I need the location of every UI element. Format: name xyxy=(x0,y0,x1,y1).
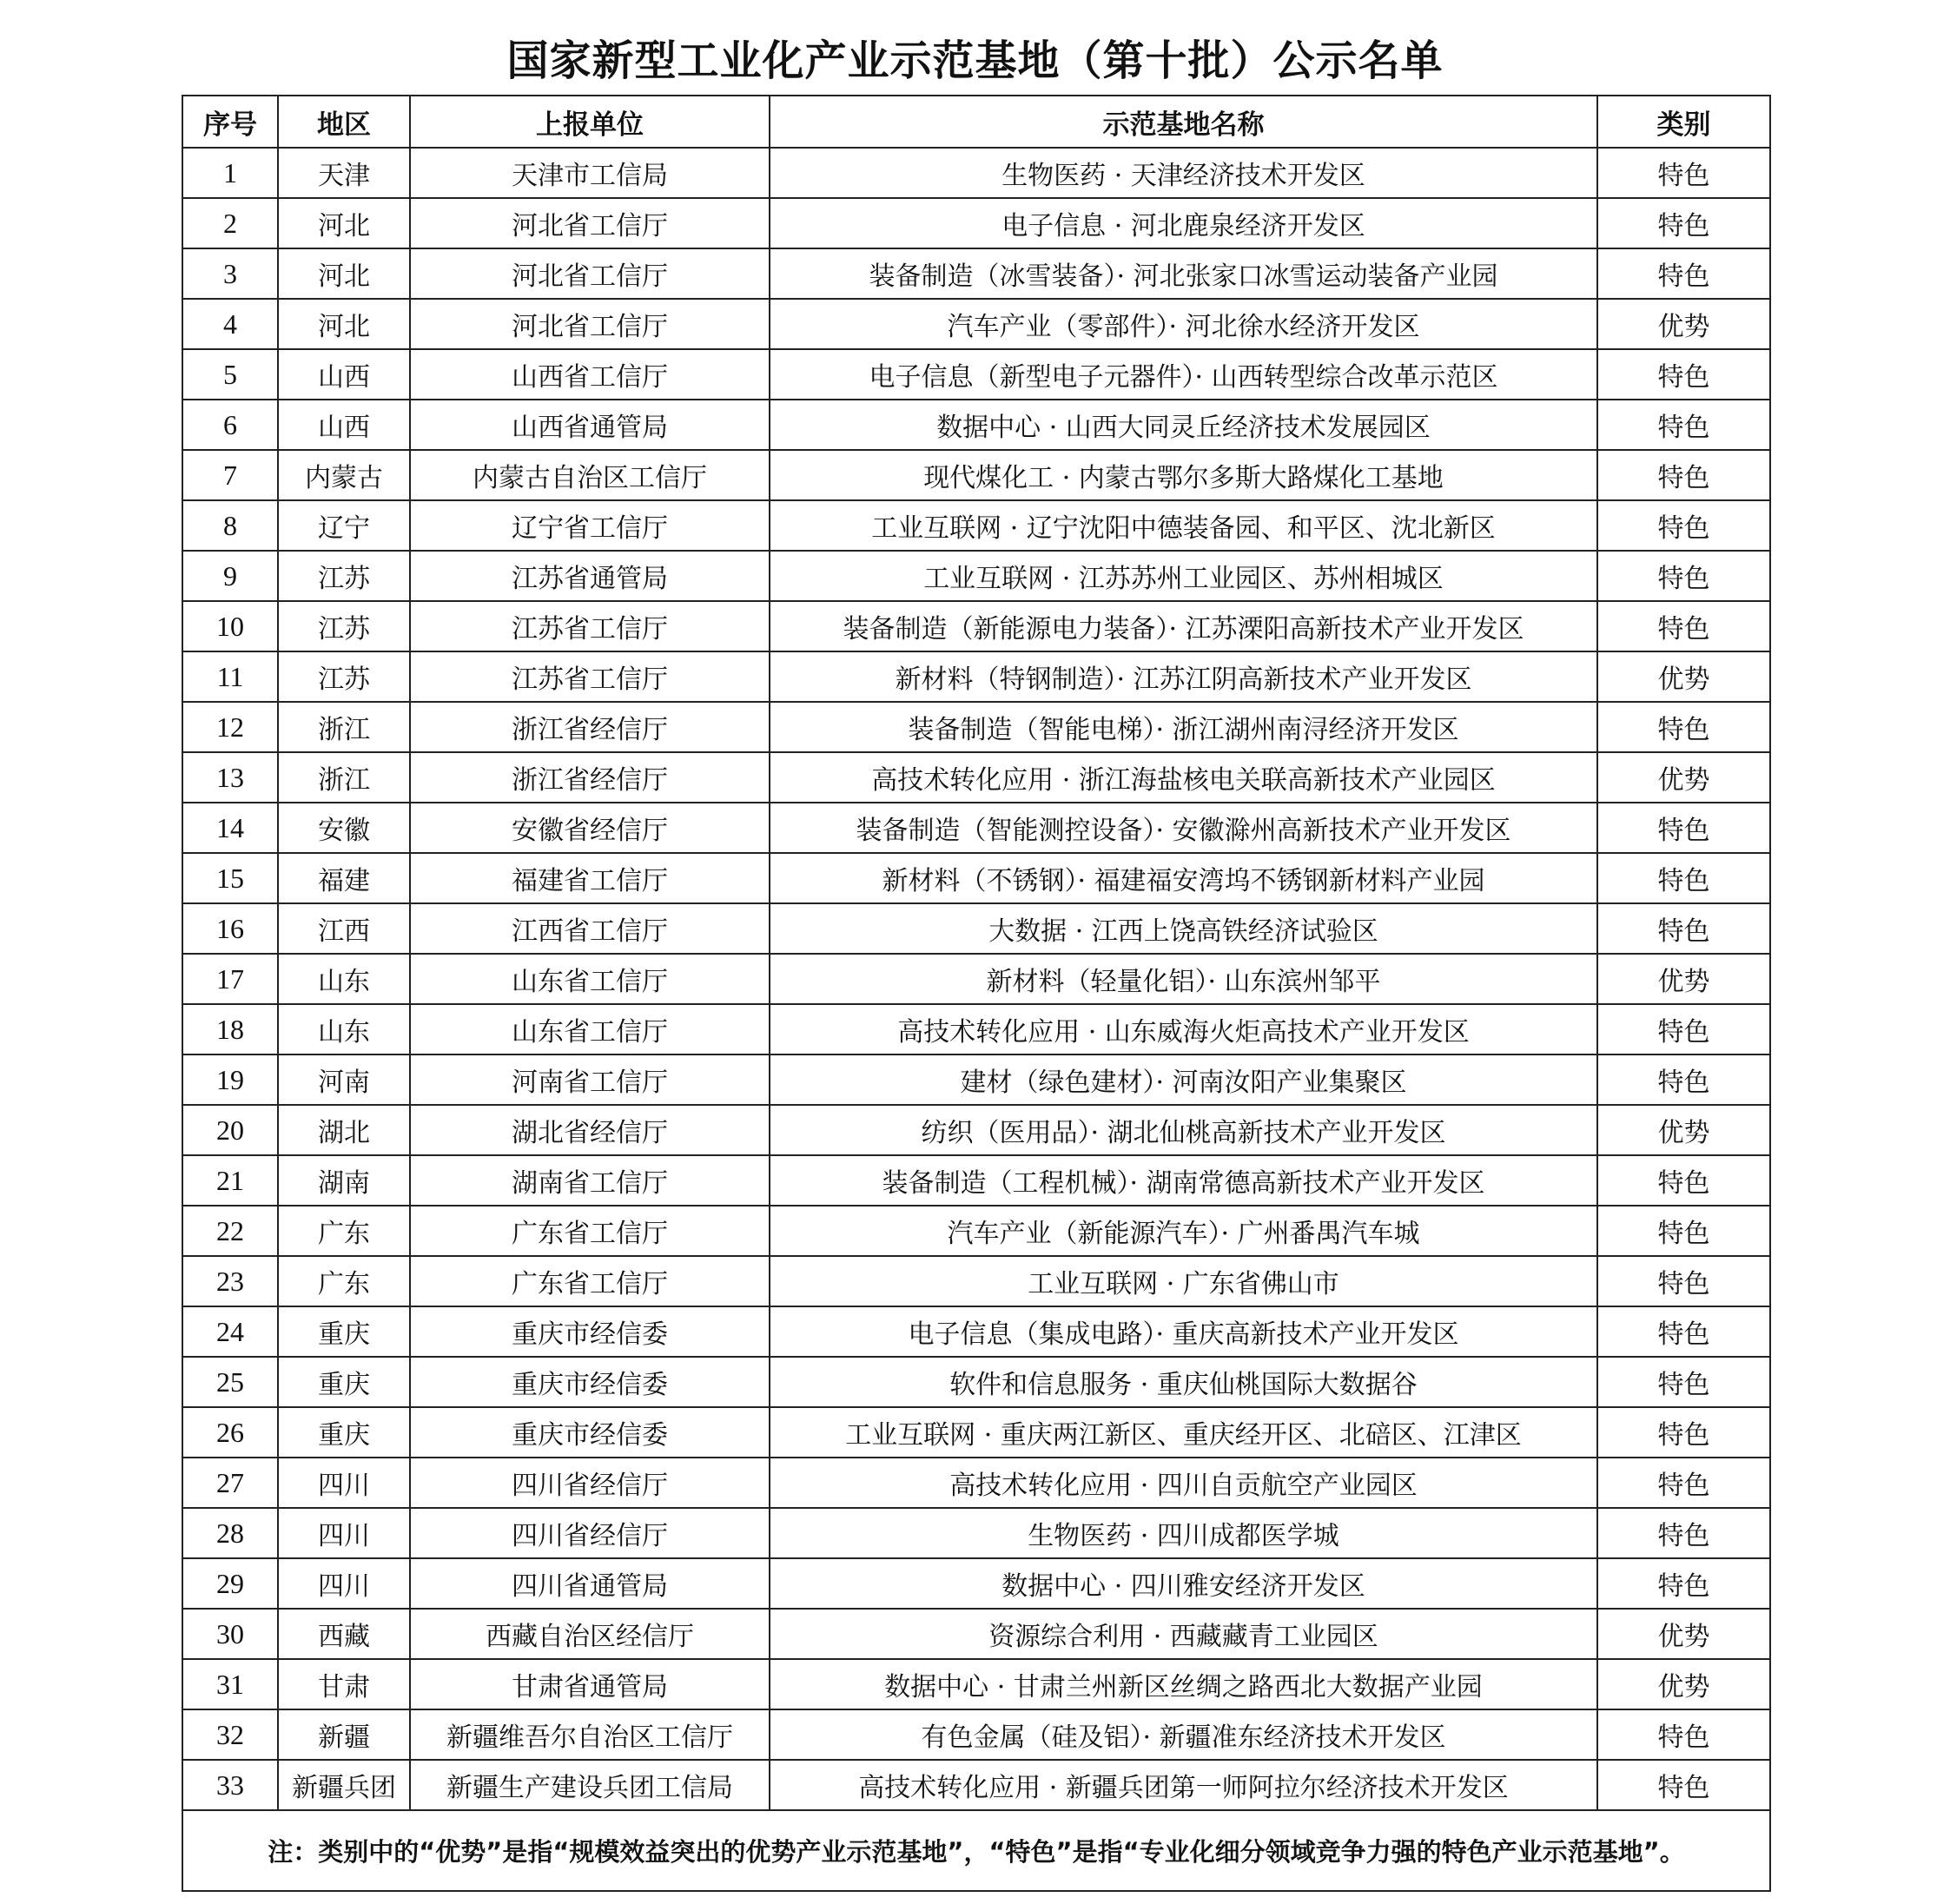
cell-no: 28 xyxy=(182,1508,278,1558)
cell-unit: 江苏省工信厅 xyxy=(410,651,770,702)
cell-unit: 重庆市经信委 xyxy=(410,1306,770,1357)
cell-no: 6 xyxy=(182,400,278,450)
table-row xyxy=(182,803,1770,853)
cell-type: 特色 xyxy=(1597,1004,1770,1054)
table-row xyxy=(182,1609,1770,1659)
cell-no: 17 xyxy=(182,954,278,1004)
cell-unit: 新疆维吾尔自治区工信厅 xyxy=(410,1709,770,1760)
header-type: 类别 xyxy=(1597,96,1770,148)
cell-unit: 江苏省工信厅 xyxy=(410,601,770,651)
cell-no: 19 xyxy=(182,1054,278,1105)
table-row xyxy=(182,400,1770,450)
cell-unit: 江苏省通管局 xyxy=(410,551,770,601)
cell-type: 特色 xyxy=(1597,853,1770,903)
cell-no: 11 xyxy=(182,651,278,702)
header-name: 示范基地名称 xyxy=(770,96,1597,148)
cell-type: 特色 xyxy=(1597,1054,1770,1105)
cell-region: 山西 xyxy=(278,349,410,400)
cell-base-name: 高技术转化应用 · 新疆兵团第一师阿拉尔经济技术开发区 xyxy=(770,1760,1597,1810)
cell-base-name: 大数据 · 江西上饶高铁经济试验区 xyxy=(770,903,1597,954)
cell-base-name: 装备制造（新能源电力装备）· 江苏溧阳高新技术产业开发区 xyxy=(770,601,1597,651)
cell-type: 特色 xyxy=(1597,1206,1770,1256)
cell-base-name: 高技术转化应用 · 山东威海火炬高技术产业开发区 xyxy=(770,1004,1597,1054)
cell-region: 湖南 xyxy=(278,1155,410,1206)
cell-base-name: 建材（绿色建材）· 河南汝阳产业集聚区 xyxy=(770,1054,1597,1105)
table-row xyxy=(182,551,1770,601)
cell-type: 特色 xyxy=(1597,198,1770,248)
cell-base-name: 工业互联网 · 江苏苏州工业园区、苏州相城区 xyxy=(770,551,1597,601)
table-row xyxy=(182,752,1770,803)
cell-base-name: 高技术转化应用 · 浙江海盐核电关联高新技术产业园区 xyxy=(770,752,1597,803)
header-unit: 上报单位 xyxy=(410,96,770,148)
cell-base-name: 装备制造（智能测控设备）· 安徽滁州高新技术产业开发区 xyxy=(770,803,1597,853)
cell-base-name: 新材料（特钢制造）· 江苏江阴高新技术产业开发区 xyxy=(770,651,1597,702)
cell-type: 特色 xyxy=(1597,601,1770,651)
cell-no: 27 xyxy=(182,1458,278,1508)
cell-no: 32 xyxy=(182,1709,278,1760)
cell-unit: 山西省通管局 xyxy=(410,400,770,450)
cell-unit: 广东省工信厅 xyxy=(410,1256,770,1306)
table-row xyxy=(182,903,1770,954)
demo-base-table xyxy=(182,95,1771,1892)
table-row xyxy=(182,450,1770,500)
table-row xyxy=(182,1508,1770,1558)
cell-region: 河北 xyxy=(278,198,410,248)
cell-unit: 山东省工信厅 xyxy=(410,1004,770,1054)
cell-type: 特色 xyxy=(1597,1709,1770,1760)
table-row xyxy=(182,1709,1770,1760)
cell-region: 辽宁 xyxy=(278,500,410,551)
cell-base-name: 生物医药 · 天津经济技术开发区 xyxy=(770,148,1597,198)
cell-base-name: 现代煤化工 · 内蒙古鄂尔多斯大路煤化工基地 xyxy=(770,450,1597,500)
table-body xyxy=(182,148,1770,1810)
cell-region: 重庆 xyxy=(278,1407,410,1458)
cell-unit: 甘肃省通管局 xyxy=(410,1659,770,1709)
cell-no: 10 xyxy=(182,601,278,651)
table-row xyxy=(182,1306,1770,1357)
cell-no: 14 xyxy=(182,803,278,853)
header-region: 地区 xyxy=(278,96,410,148)
cell-no: 3 xyxy=(182,248,278,299)
table-header-row xyxy=(182,96,1770,148)
cell-no: 1 xyxy=(182,148,278,198)
cell-type: 优势 xyxy=(1597,752,1770,803)
cell-base-name: 高技术转化应用 · 四川自贡航空产业园区 xyxy=(770,1458,1597,1508)
cell-type: 优势 xyxy=(1597,299,1770,349)
cell-region: 浙江 xyxy=(278,702,410,752)
cell-type: 特色 xyxy=(1597,1407,1770,1458)
table-row xyxy=(182,1659,1770,1709)
table-row xyxy=(182,1558,1770,1609)
cell-type: 特色 xyxy=(1597,349,1770,400)
cell-base-name: 有色金属（硅及铝）· 新疆准东经济技术开发区 xyxy=(770,1709,1597,1760)
cell-no: 8 xyxy=(182,500,278,551)
cell-unit: 四川省通管局 xyxy=(410,1558,770,1609)
cell-unit: 山西省工信厅 xyxy=(410,349,770,400)
cell-unit: 新疆生产建设兵团工信局 xyxy=(410,1760,770,1810)
cell-unit: 辽宁省工信厅 xyxy=(410,500,770,551)
cell-region: 重庆 xyxy=(278,1357,410,1407)
table-row xyxy=(182,702,1770,752)
cell-no: 31 xyxy=(182,1659,278,1709)
cell-type: 优势 xyxy=(1597,1609,1770,1659)
cell-unit: 浙江省经信厅 xyxy=(410,752,770,803)
cell-no: 21 xyxy=(182,1155,278,1206)
table-row xyxy=(182,500,1770,551)
cell-base-name: 数据中心 · 甘肃兰州新区丝绸之路西北大数据产业园 xyxy=(770,1659,1597,1709)
cell-region: 湖北 xyxy=(278,1105,410,1155)
table-row xyxy=(182,148,1770,198)
cell-base-name: 工业互联网 · 广东省佛山市 xyxy=(770,1256,1597,1306)
cell-unit: 江西省工信厅 xyxy=(410,903,770,954)
cell-type: 特色 xyxy=(1597,1558,1770,1609)
cell-no: 16 xyxy=(182,903,278,954)
cell-region: 四川 xyxy=(278,1558,410,1609)
cell-region: 河北 xyxy=(278,299,410,349)
cell-type: 优势 xyxy=(1597,1105,1770,1155)
cell-unit: 西藏自治区经信厅 xyxy=(410,1609,770,1659)
cell-no: 22 xyxy=(182,1206,278,1256)
cell-base-name: 工业互联网 · 辽宁沈阳中德装备园、和平区、沈北新区 xyxy=(770,500,1597,551)
cell-unit: 湖南省工信厅 xyxy=(410,1155,770,1206)
table-row xyxy=(182,1407,1770,1458)
cell-region: 甘肃 xyxy=(278,1659,410,1709)
cell-base-name: 新材料（轻量化铝）· 山东滨州邹平 xyxy=(770,954,1597,1004)
cell-base-name: 生物医药 · 四川成都医学城 xyxy=(770,1508,1597,1558)
cell-region: 浙江 xyxy=(278,752,410,803)
cell-base-name: 装备制造（冰雪装备）· 河北张家口冰雪运动装备产业园 xyxy=(770,248,1597,299)
cell-type: 特色 xyxy=(1597,1256,1770,1306)
cell-no: 20 xyxy=(182,1105,278,1155)
cell-base-name: 装备制造（智能电梯）· 浙江湖州南浔经济开发区 xyxy=(770,702,1597,752)
table-row xyxy=(182,299,1770,349)
cell-no: 13 xyxy=(182,752,278,803)
table-row xyxy=(182,198,1770,248)
cell-unit: 天津市工信局 xyxy=(410,148,770,198)
cell-type: 优势 xyxy=(1597,954,1770,1004)
cell-type: 优势 xyxy=(1597,651,1770,702)
cell-no: 15 xyxy=(182,853,278,903)
cell-region: 广东 xyxy=(278,1256,410,1306)
cell-base-name: 汽车产业（新能源汽车）· 广州番禺汽车城 xyxy=(770,1206,1597,1256)
table-row xyxy=(182,651,1770,702)
cell-unit: 安徽省经信厅 xyxy=(410,803,770,853)
table-row xyxy=(182,1256,1770,1306)
table-row xyxy=(182,1206,1770,1256)
cell-type: 特色 xyxy=(1597,702,1770,752)
cell-no: 24 xyxy=(182,1306,278,1357)
cell-type: 特色 xyxy=(1597,1760,1770,1810)
cell-region: 江西 xyxy=(278,903,410,954)
cell-type: 特色 xyxy=(1597,903,1770,954)
cell-region: 四川 xyxy=(278,1508,410,1558)
table-row xyxy=(182,1105,1770,1155)
cell-region: 山东 xyxy=(278,1004,410,1054)
cell-unit: 四川省经信厅 xyxy=(410,1458,770,1508)
page-title: 国家新型工业化产业示范基地（第十批）公示名单 xyxy=(506,36,1444,85)
cell-base-name: 数据中心 · 四川雅安经济开发区 xyxy=(770,1558,1597,1609)
cell-base-name: 汽车产业（零部件）· 河北徐水经济开发区 xyxy=(770,299,1597,349)
cell-region: 江苏 xyxy=(278,651,410,702)
cell-type: 特色 xyxy=(1597,400,1770,450)
cell-region: 江苏 xyxy=(278,601,410,651)
cell-base-name: 软件和信息服务 · 重庆仙桃国际大数据谷 xyxy=(770,1357,1597,1407)
cell-no: 9 xyxy=(182,551,278,601)
cell-unit: 广东省工信厅 xyxy=(410,1206,770,1256)
cell-unit: 浙江省经信厅 xyxy=(410,702,770,752)
cell-unit: 湖北省经信厅 xyxy=(410,1105,770,1155)
cell-base-name: 电子信息 · 河北鹿泉经济开发区 xyxy=(770,198,1597,248)
cell-unit: 山东省工信厅 xyxy=(410,954,770,1004)
cell-base-name: 电子信息（集成电路）· 重庆高新技术产业开发区 xyxy=(770,1306,1597,1357)
cell-unit: 河北省工信厅 xyxy=(410,248,770,299)
cell-no: 2 xyxy=(182,198,278,248)
table-row xyxy=(182,601,1770,651)
cell-type: 特色 xyxy=(1597,1357,1770,1407)
cell-base-name: 装备制造（工程机械）· 湖南常德高新技术产业开发区 xyxy=(770,1155,1597,1206)
table-row xyxy=(182,1054,1770,1105)
table-row xyxy=(182,1357,1770,1407)
footnote: 注：类别中的“优势”是指“规模效益突出的优势产业示范基地”，“特色”是指“专业化细分领域竞争力强的特色产业示范基地”。 xyxy=(182,1810,1770,1891)
cell-type: 特色 xyxy=(1597,551,1770,601)
cell-unit: 四川省经信厅 xyxy=(410,1508,770,1558)
cell-unit: 河北省工信厅 xyxy=(410,198,770,248)
cell-type: 特色 xyxy=(1597,248,1770,299)
table-row xyxy=(182,248,1770,299)
cell-type: 特色 xyxy=(1597,1508,1770,1558)
cell-region: 江苏 xyxy=(278,551,410,601)
header-no: 序号 xyxy=(182,96,278,148)
cell-type: 特色 xyxy=(1597,450,1770,500)
cell-type: 特色 xyxy=(1597,803,1770,853)
cell-unit: 福建省工信厅 xyxy=(410,853,770,903)
cell-no: 5 xyxy=(182,349,278,400)
table-row xyxy=(182,1760,1770,1810)
note-row xyxy=(182,1810,1770,1891)
cell-no: 33 xyxy=(182,1760,278,1810)
cell-no: 7 xyxy=(182,450,278,500)
cell-no: 25 xyxy=(182,1357,278,1407)
cell-region: 新疆兵团 xyxy=(278,1760,410,1810)
cell-unit: 重庆市经信委 xyxy=(410,1357,770,1407)
table-row xyxy=(182,1458,1770,1508)
cell-type: 特色 xyxy=(1597,500,1770,551)
cell-region: 新疆 xyxy=(278,1709,410,1760)
cell-type: 特色 xyxy=(1597,1155,1770,1206)
cell-region: 河南 xyxy=(278,1054,410,1105)
cell-base-name: 电子信息（新型电子元器件）· 山西转型综合改革示范区 xyxy=(770,349,1597,400)
cell-region: 安徽 xyxy=(278,803,410,853)
cell-region: 河北 xyxy=(278,248,410,299)
cell-base-name: 新材料（不锈钢）· 福建福安湾坞不锈钢新材料产业园 xyxy=(770,853,1597,903)
cell-region: 天津 xyxy=(278,148,410,198)
cell-region: 四川 xyxy=(278,1458,410,1508)
cell-region: 山东 xyxy=(278,954,410,1004)
cell-region: 西藏 xyxy=(278,1609,410,1659)
cell-no: 30 xyxy=(182,1609,278,1659)
cell-region: 山西 xyxy=(278,400,410,450)
cell-base-name: 纺织（医用品）· 湖北仙桃高新技术产业开发区 xyxy=(770,1105,1597,1155)
cell-unit: 河南省工信厅 xyxy=(410,1054,770,1105)
cell-no: 23 xyxy=(182,1256,278,1306)
cell-region: 福建 xyxy=(278,853,410,903)
cell-base-name: 数据中心 · 山西大同灵丘经济技术发展园区 xyxy=(770,400,1597,450)
cell-type: 特色 xyxy=(1597,1306,1770,1357)
cell-no: 26 xyxy=(182,1407,278,1458)
cell-unit: 重庆市经信委 xyxy=(410,1407,770,1458)
cell-type: 特色 xyxy=(1597,148,1770,198)
cell-no: 18 xyxy=(182,1004,278,1054)
cell-type: 优势 xyxy=(1597,1659,1770,1709)
cell-region: 重庆 xyxy=(278,1306,410,1357)
cell-no: 29 xyxy=(182,1558,278,1609)
cell-unit: 河北省工信厅 xyxy=(410,299,770,349)
cell-no: 4 xyxy=(182,299,278,349)
cell-base-name: 资源综合利用 · 西藏藏青工业园区 xyxy=(770,1609,1597,1659)
cell-type: 特色 xyxy=(1597,1458,1770,1508)
table-row xyxy=(182,1155,1770,1206)
table-row xyxy=(182,954,1770,1004)
table-row xyxy=(182,1004,1770,1054)
table-row xyxy=(182,853,1770,903)
table-row xyxy=(182,349,1770,400)
cell-unit: 内蒙古自治区工信厅 xyxy=(410,450,770,500)
cell-no: 12 xyxy=(182,702,278,752)
cell-base-name: 工业互联网 · 重庆两江新区、重庆经开区、北碚区、江津区 xyxy=(770,1407,1597,1458)
cell-region: 内蒙古 xyxy=(278,450,410,500)
cell-region: 广东 xyxy=(278,1206,410,1256)
